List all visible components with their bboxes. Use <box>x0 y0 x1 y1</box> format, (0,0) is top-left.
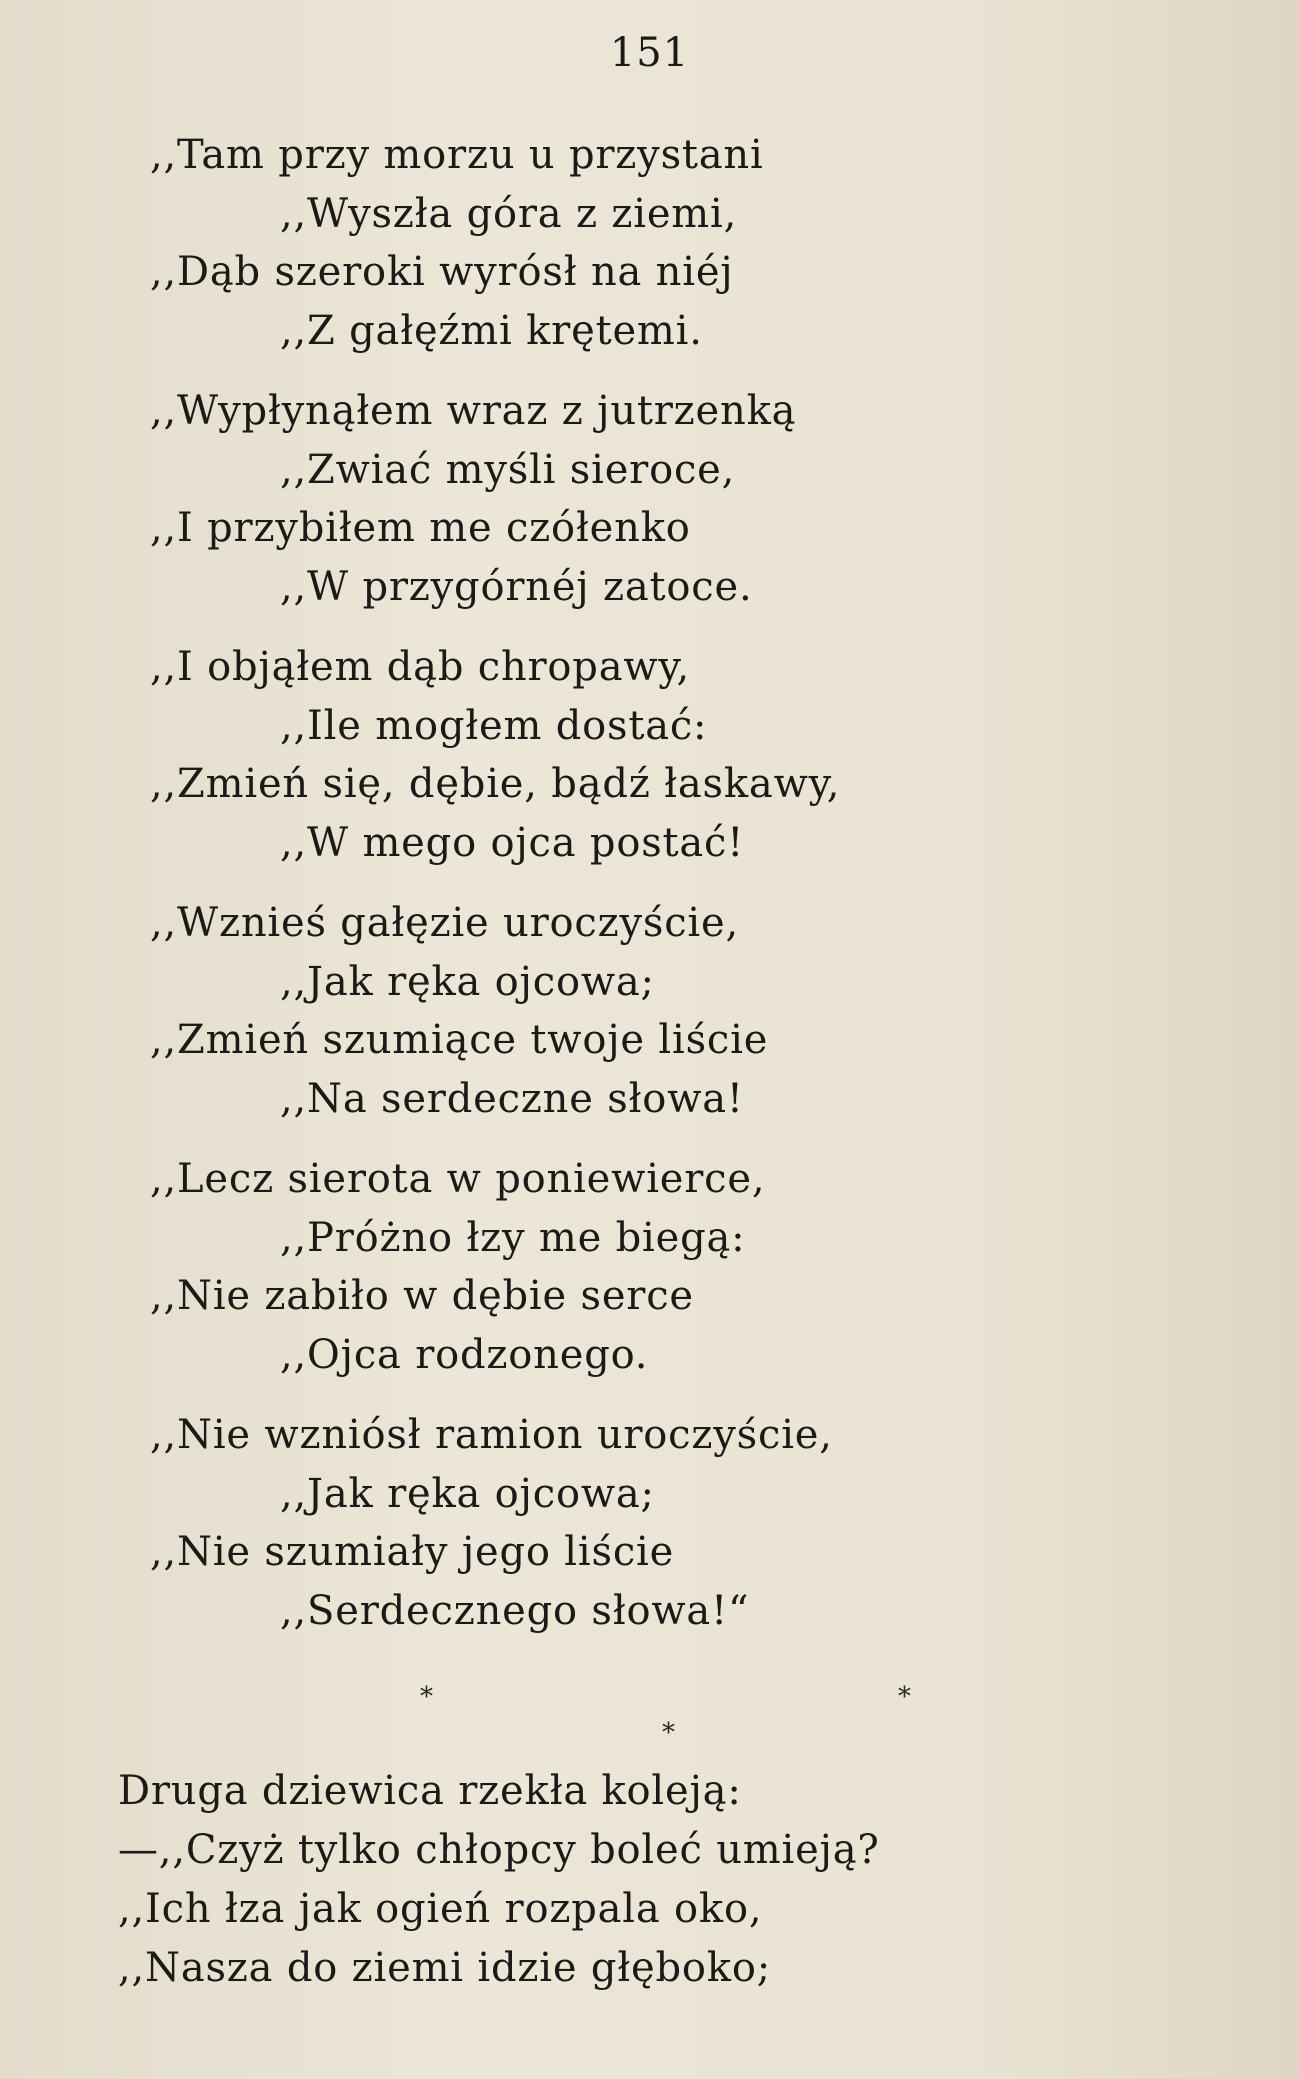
poem <box>150 126 1200 1662</box>
verse-line: ,,Wyszła góra z ziemi, <box>280 190 738 237</box>
verse-line: ,,Dąb szeroki wyrósł na niéj <box>150 249 734 295</box>
verse-line: ,,Nie wzniósł ramion uroczyście, <box>150 1412 833 1458</box>
verse-line: ,,Nie zabiło w dębie serce <box>150 1273 694 1319</box>
verse-line: ,,Wznieś gałęzie uroczyście, <box>150 900 739 946</box>
verse-line: ,,W mego ojca postać! <box>280 819 745 866</box>
verse-line: ,,Na serdeczne słowa! <box>280 1075 744 1122</box>
page-number: 151 <box>609 30 690 76</box>
verse-line: ,,Zmień szumiące twoje liście <box>150 1017 769 1063</box>
verse-line: ,,Ile mogłem dostać: <box>280 702 708 749</box>
stanza <box>150 1150 1200 1384</box>
verse-line: ,,Jak ręka ojcowa; <box>280 1470 655 1517</box>
verse-line: ,,Z gałęźmi krętemi. <box>280 307 703 354</box>
asterisk: * <box>662 1718 675 1748</box>
verse-line: ,,I przybiłem me czółenko <box>150 505 691 551</box>
verse-line: ,,Tam przy morzu u przystani <box>150 132 764 178</box>
verse-line: ,,Nie szumiały jego liście <box>150 1529 675 1575</box>
text-line: —,,Czyż tylko chłopcy boleć umieją? <box>118 1827 880 1873</box>
verse-line: ,,Próżno łzy me biegą: <box>280 1214 746 1261</box>
verse-line: ,,Wypłynąłem wraz z jutrzenką <box>150 388 797 434</box>
stanza <box>150 382 1200 616</box>
text-line: Druga dziewica rzekła koleją: <box>118 1768 742 1814</box>
asterisk: * <box>420 1682 433 1712</box>
verse-line: ,,Zwiać myśli sieroce, <box>280 446 736 493</box>
stanza <box>150 1406 1200 1640</box>
verse-line: ,,Ojca rodzonego. <box>280 1331 649 1378</box>
verse-line: ,,Lecz sierota w poniewierce, <box>150 1156 766 1202</box>
stanza <box>150 894 1200 1128</box>
verse-line: ,,I objąłem dąb chropawy, <box>150 644 690 690</box>
verse-line: ,,Zmień się, dębie, bądź łaskawy, <box>150 761 841 807</box>
narrative-text <box>118 1762 1238 1998</box>
stanza <box>150 126 1200 360</box>
stanza <box>150 638 1200 872</box>
verse-line: ,,Serdecznego słowa!“ <box>280 1587 750 1634</box>
text-line: ,,Nasza do ziemi idzie głęboko; <box>118 1945 772 1991</box>
text-line: ,,Ich łza jak ogień rozpala oko, <box>118 1886 763 1932</box>
verse-line: ,,Jak ręka ojcowa; <box>280 958 655 1005</box>
verse-line: ,,W przygórnéj zatoce. <box>280 563 753 610</box>
asterisk: * <box>898 1682 911 1712</box>
asterism-separator <box>0 1682 1299 1772</box>
